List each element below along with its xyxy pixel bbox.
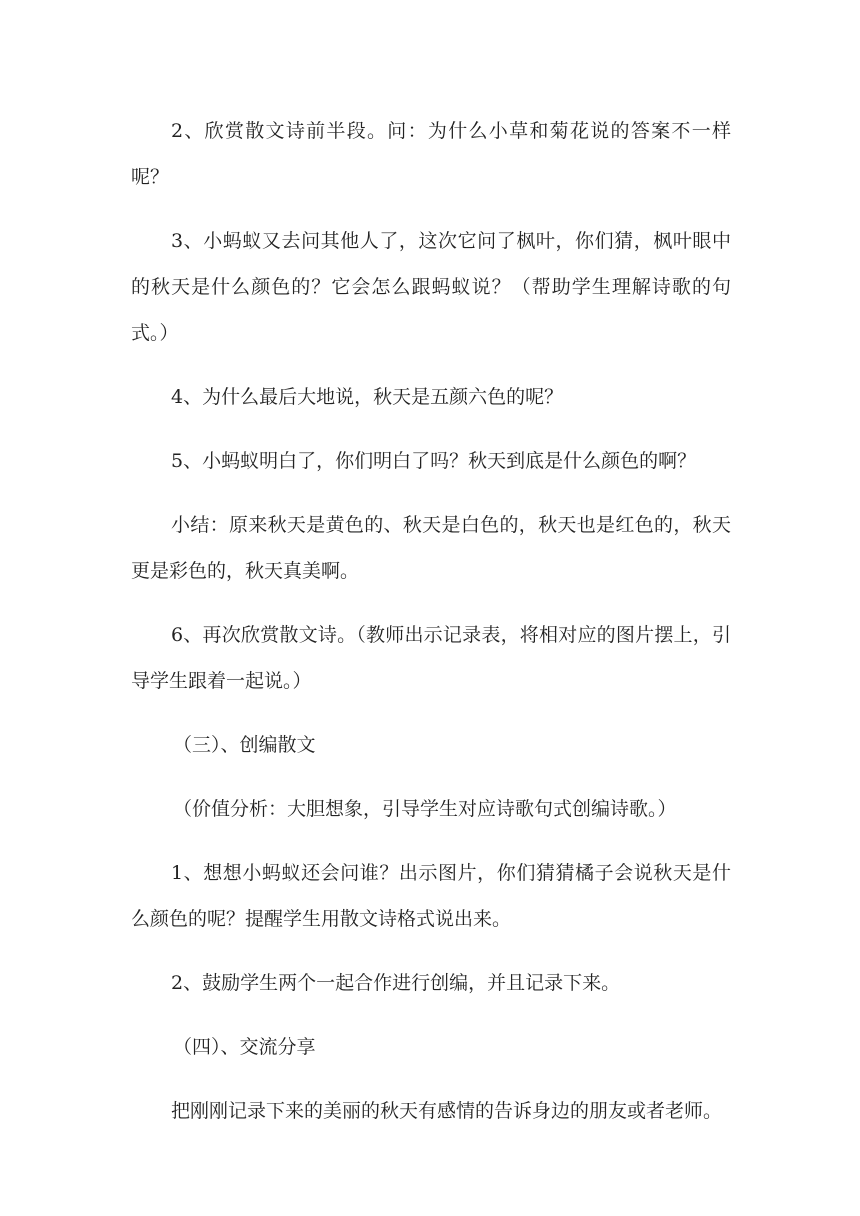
paragraph-creation-step-1: 1、想想小蚂蚁还会问谁？出示图片，你们猜猜橘子会说秋天是什么颜色的呢？提醒学生用散文诗格式说出来。 (131, 862, 731, 930)
paragraph-step-4: 4、为什么最后大地说，秋天是五颜六色的呢？ (171, 386, 564, 408)
paragraph-step-3: 3、小蚂蚁又去问其他人了，这次它问了枫叶，你们猜，枫叶眼中的秋天是什么颜色的？它会怎么跟蚂蚁说？（帮助学生理解诗歌的句式。） (131, 230, 731, 344)
paragraph-step-6: 6、再次欣赏散文诗。（教师出示记录表，将相对应的图片摆上，引导学生跟着一起说。） (131, 624, 731, 692)
paragraph-step-2: 2、欣赏散文诗前半段。问：为什么小草和菊花说的答案不一样呢？ (131, 120, 731, 188)
paragraph-value-analysis: （价值分析：大胆想象，引导学生对应诗歌句式创编诗歌。） (173, 798, 677, 820)
section-heading-sharing: （四）、交流分享 (173, 1036, 316, 1058)
paragraph-creation-step-2: 2、鼓励学生两个一起合作进行创编，并且记录下来。 (171, 972, 621, 994)
paragraph-step-5: 5、小蚂蚁明白了，你们明白了吗？秋天到底是什么颜色的啊？ (171, 450, 697, 472)
paragraph-summary: 小结：原来秋天是黄色的、秋天是白色的，秋天也是红色的，秋天更是彩色的，秋天真美啊。 (131, 514, 731, 582)
section-heading-creation: （三）、创编散文 (173, 734, 316, 756)
document-body (131, 108, 731, 1152)
paragraph-sharing: 把刚刚记录下来的美丽的秋天有感情的告诉身边的朋友或者老师。 (171, 1100, 723, 1122)
